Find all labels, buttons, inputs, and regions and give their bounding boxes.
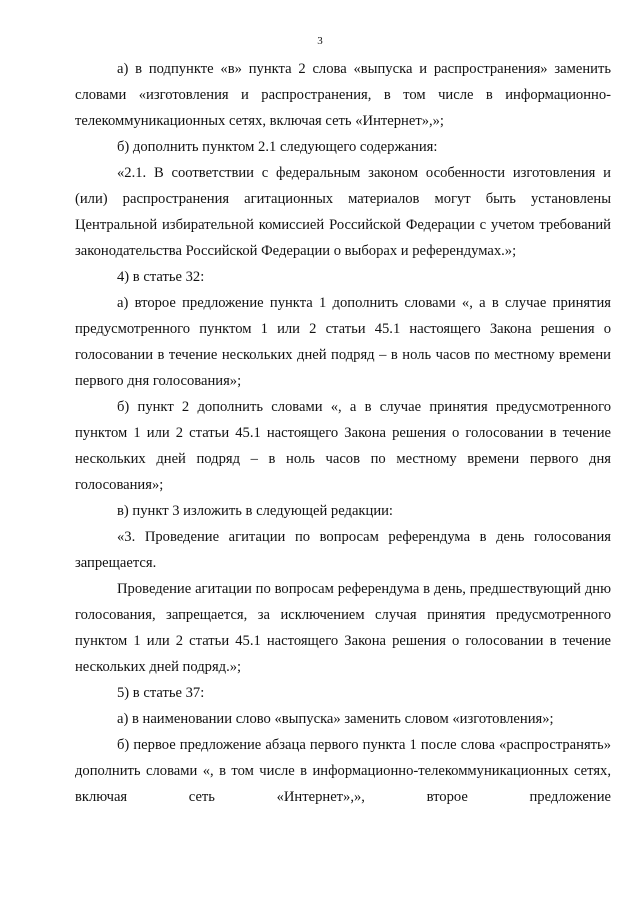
document-body bbox=[75, 56, 611, 810]
paragraph-4b: б) дополнить пунктом 2.1 следующего содержания: bbox=[117, 139, 438, 155]
paragraph-37b: б) первое предложение абзаца первого пункта 1 после слова «распространять» дополнить словами «, в том числе в информационно-телекоммуникационных сетях, включая сеть «Интернет»,», второе предложение bbox=[75, 737, 611, 805]
paragraph-32b: б) пункт 2 дополнить словами «, а в случае принятия предусмотренного пунктом 1 или 2 статьи 45.1 настоящего Закона решения о голосовании в течение нескольких дней подряд – в ноль часов по местному времени первого дня голосования»; bbox=[75, 399, 611, 493]
paragraph-32v: в) пункт 3 изложить в следующей редакции: bbox=[117, 503, 393, 519]
paragraph-37a: а) в наименовании слово «выпуска» заменить словом «изготовления»; bbox=[117, 711, 554, 727]
paragraph-item-4: 4) в статье 32: bbox=[117, 269, 205, 285]
page-number: 3 bbox=[317, 35, 323, 47]
paragraph-32a: а) второе предложение пункта 1 дополнить словами «, а в случае принятия предусмотренного пунктом 1 или 2 статьи 45.1 настоящего Закона решения о голосовании в течение нескольких дней подряд – в ноль часов по местному времени первого дня голосования»; bbox=[75, 295, 611, 389]
paragraph-quote-2-1: «2.1. В соответствии с федеральным законом особенности изготовления и (или) распространения агитационных материалов могут быть установлены Центральной избирательной комиссией Российской Федерации с учетом требований законодательства Российской Федерации о выборах и референдумах.»; bbox=[75, 165, 611, 259]
paragraph-quote-3: «3. Проведение агитации по вопросам референдума в день голосования запрещается. bbox=[75, 529, 611, 571]
paragraph-item-5: 5) в статье 37: bbox=[117, 685, 205, 701]
paragraph-agitation: Проведение агитации по вопросам референдума в день, предшествующий дню голосования, запрещается, за исключением случая принятия предусмотренного пунктом 1 или 2 статьи 45.1 настоящего Закона решения о голосовании в течение нескольких дней подряд.»; bbox=[75, 581, 611, 675]
paragraph-4a: а) в подпункте «в» пункта 2 слова «выпуска и распространения» заменить словами «изготовления и распространения, в том числе в информационно-телекоммуникационных сетях, включая сеть «Интернет»,»; bbox=[75, 61, 611, 129]
